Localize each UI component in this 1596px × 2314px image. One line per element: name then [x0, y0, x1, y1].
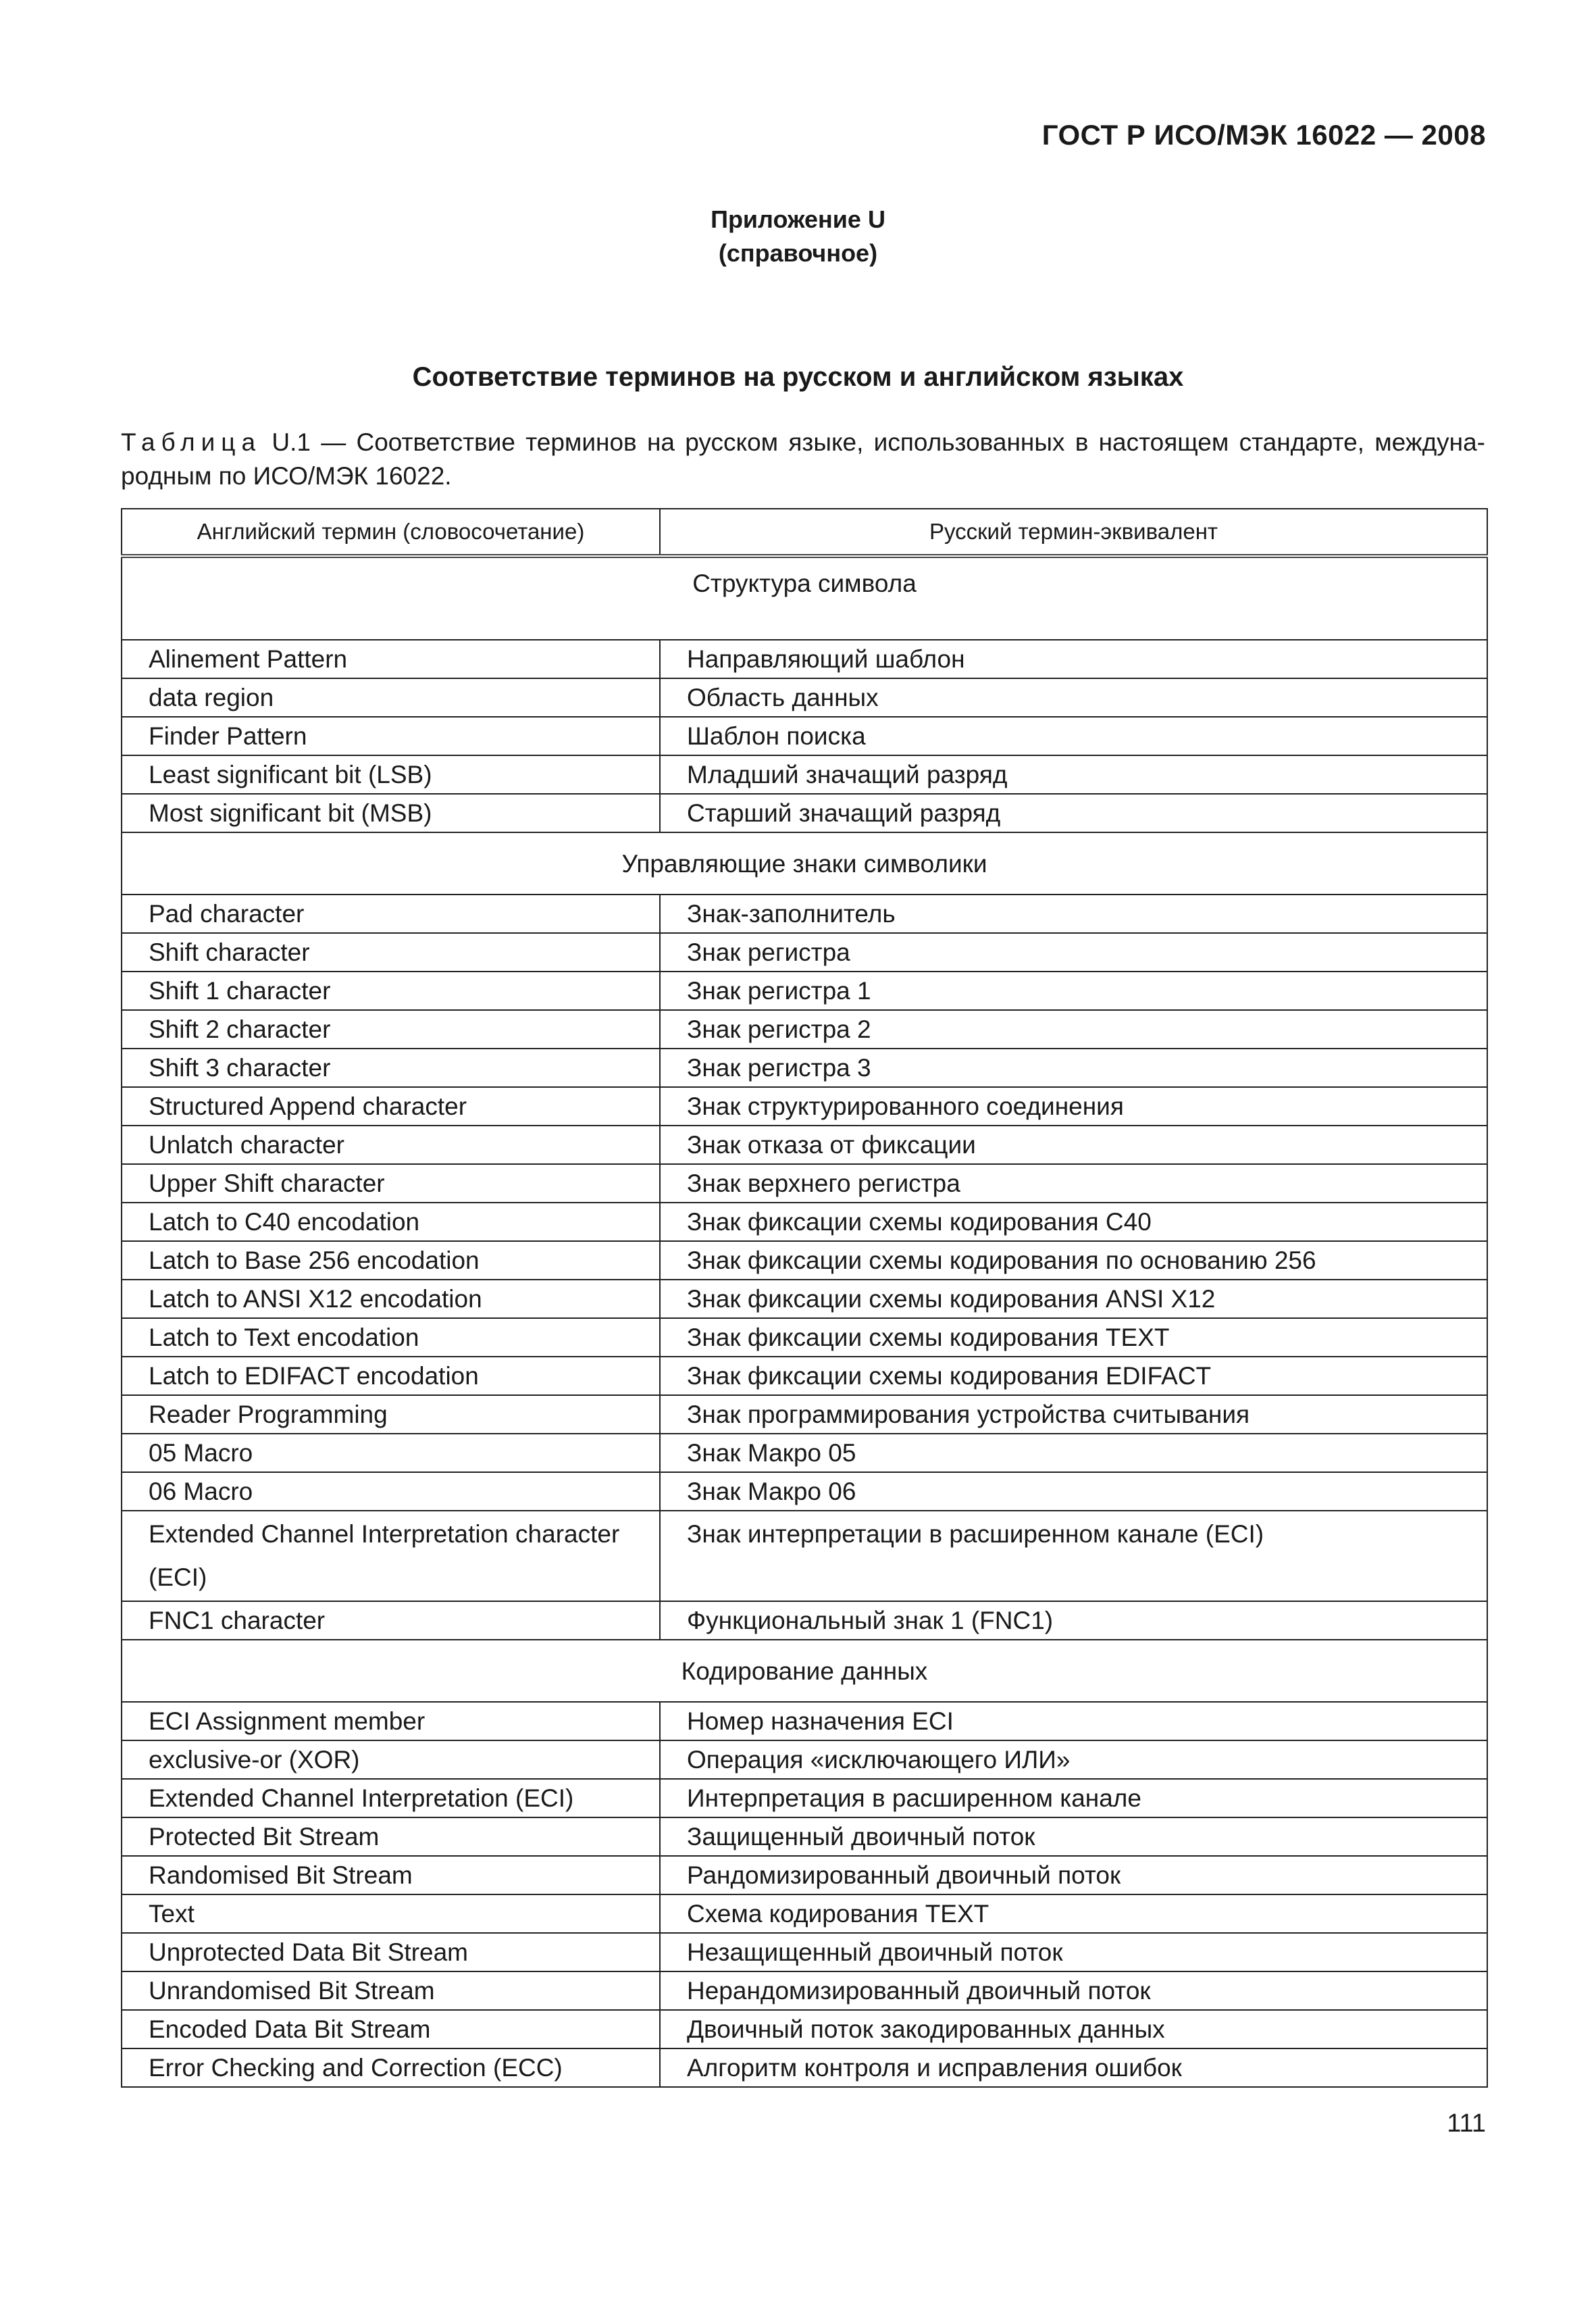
table-row — [122, 1049, 1487, 1087]
english-term: Latch to Base 256 encodation — [122, 1241, 660, 1280]
russian-term: Знак регистра — [660, 933, 1487, 972]
russian-term: Знак Макро 05 — [660, 1434, 1487, 1472]
english-term: Pad character — [122, 895, 660, 933]
russian-term: Знак фиксации схемы кодирования TEXT — [660, 1318, 1487, 1357]
english-term: Latch to EDIFACT encodation — [122, 1357, 660, 1395]
russian-term: Интерпретация в расширенном канале — [660, 1779, 1487, 1817]
english-term: 05 Macro — [122, 1434, 660, 1472]
russian-term: Знак программирования устройства считывания — [660, 1395, 1487, 1434]
section-row — [122, 1640, 1487, 1702]
section-heading: Управляющие знаки символики — [122, 832, 1487, 895]
english-term: Randomised Bit Stream — [122, 1856, 660, 1894]
caption-text: U.1 — Соответствие терминов на русском языке, использованных в настоящем стандарте, междуна-родным по ИСО/МЭК 16022. — [121, 428, 1485, 490]
russian-term: Знак структурированного соединения — [660, 1087, 1487, 1126]
english-term: Least significant bit (LSB) — [122, 755, 660, 794]
table-row — [122, 1164, 1487, 1203]
table-row — [122, 1856, 1487, 1894]
table-row — [122, 1126, 1487, 1164]
english-term: ECI Assignment member — [122, 1702, 660, 1740]
section-heading: Структура символа — [122, 556, 1487, 640]
english-term: Alinement Pattern — [122, 640, 660, 678]
russian-term: Защищенный двоичный поток — [660, 1817, 1487, 1856]
russian-term: Знак Макро 06 — [660, 1472, 1487, 1511]
table-row — [122, 755, 1487, 794]
russian-term: Операция «исключающего ИЛИ» — [660, 1740, 1487, 1779]
table-row — [122, 1395, 1487, 1434]
table-row — [122, 1203, 1487, 1241]
english-term: Latch to Text encodation — [122, 1318, 660, 1357]
table-row — [122, 1357, 1487, 1395]
english-term: Unrandomised Bit Stream — [122, 1971, 660, 2010]
annex-type: (справочное) — [718, 239, 878, 267]
english-term: Unprotected Data Bit Stream — [122, 1933, 660, 1971]
english-term: Shift 1 character — [122, 972, 660, 1010]
russian-term: Алгоритм контроля и исправления ошибок — [660, 2048, 1487, 2087]
table-caption — [121, 426, 1485, 493]
table-body — [122, 556, 1487, 2087]
table-row — [122, 1511, 1487, 1601]
russian-term: Знак отказа от фиксации — [660, 1126, 1487, 1164]
russian-term: Знак фиксации схемы кодирования C40 — [660, 1203, 1487, 1241]
table-row — [122, 717, 1487, 755]
table-row — [122, 1779, 1487, 1817]
english-term: Shift 3 character — [122, 1049, 660, 1087]
russian-term: Знак интерпретации в расширенном канале (ECI) — [660, 1511, 1487, 1601]
english-term: Protected Bit Stream — [122, 1817, 660, 1856]
english-term: Text — [122, 1894, 660, 1933]
table-row — [122, 794, 1487, 832]
english-term: Encoded Data Bit Stream — [122, 2010, 660, 2048]
russian-term: Знак-заполнитель — [660, 895, 1487, 933]
english-term: Finder Pattern — [122, 717, 660, 755]
russian-term: Знак регистра 1 — [660, 972, 1487, 1010]
table-row — [122, 1318, 1487, 1357]
russian-term: Незащищенный двоичный поток — [660, 1933, 1487, 1971]
english-term: Extended Channel Interpretation character (ECI) — [122, 1511, 660, 1601]
english-term: exclusive-or (XOR) — [122, 1740, 660, 1779]
table-row — [122, 640, 1487, 678]
table-row — [122, 2048, 1487, 2087]
section-title: Соответствие терминов на русском и английском языках — [412, 362, 1184, 392]
russian-term: Младший значащий разряд — [660, 755, 1487, 794]
russian-term: Знак регистра 3 — [660, 1049, 1487, 1087]
table-row — [122, 1817, 1487, 1856]
english-term: 06 Macro — [122, 1472, 660, 1511]
russian-term: Старший значащий разряд — [660, 794, 1487, 832]
column-header-russian: Русский термин-эквивалент — [660, 509, 1487, 556]
table-row — [122, 1472, 1487, 1511]
table-row — [122, 1087, 1487, 1126]
english-term: Latch to ANSI X12 encodation — [122, 1280, 660, 1318]
english-term: Unlatch character — [122, 1126, 660, 1164]
annex-heading — [0, 203, 1596, 270]
english-term: Most significant bit (MSB) — [122, 794, 660, 832]
table-row — [122, 1434, 1487, 1472]
table-row — [122, 1601, 1487, 1640]
english-term: Error Checking and Correction (ECC) — [122, 2048, 660, 2087]
table-row — [122, 1740, 1487, 1779]
table-row — [122, 1010, 1487, 1049]
section-row — [122, 556, 1487, 640]
russian-term: Рандомизированный двоичный поток — [660, 1856, 1487, 1894]
table-row — [122, 933, 1487, 972]
russian-term: Шаблон поиска — [660, 717, 1487, 755]
annex-title: Приложение U — [711, 205, 885, 233]
table-row — [122, 1280, 1487, 1318]
column-header-english: Английский термин (словосочетание) — [122, 509, 660, 556]
table-row — [122, 1702, 1487, 1740]
table-row — [122, 972, 1487, 1010]
english-term: FNC1 character — [122, 1601, 660, 1640]
english-term: Upper Shift character — [122, 1164, 660, 1203]
english-term: Structured Append character — [122, 1087, 660, 1126]
table-row — [122, 678, 1487, 717]
russian-term: Направляющий шаблон — [660, 640, 1487, 678]
russian-term: Двоичный поток закодированных данных — [660, 2010, 1487, 2048]
page-number: 111 — [1447, 2109, 1486, 2138]
russian-term: Функциональный знак 1 (FNC1) — [660, 1601, 1487, 1640]
table-row — [122, 1894, 1487, 1933]
russian-term: Номер назначения ECI — [660, 1702, 1487, 1740]
russian-term: Область данных — [660, 678, 1487, 717]
russian-term: Схема кодирования TEXT — [660, 1894, 1487, 1933]
english-term: Extended Channel Interpretation (ECI) — [122, 1779, 660, 1817]
english-term: Shift 2 character — [122, 1010, 660, 1049]
table-row — [122, 1933, 1487, 1971]
section-row — [122, 832, 1487, 895]
table-row — [122, 1241, 1487, 1280]
russian-term: Знак фиксации схемы кодирования по основанию 256 — [660, 1241, 1487, 1280]
terms-table — [121, 508, 1488, 2088]
table-row — [122, 2010, 1487, 2048]
english-term: Shift character — [122, 933, 660, 972]
russian-term: Знак регистра 2 — [660, 1010, 1487, 1049]
english-term: Reader Programming — [122, 1395, 660, 1434]
russian-term: Знак фиксации схемы кодирования EDIFACT — [660, 1357, 1487, 1395]
section-heading: Кодирование данных — [122, 1640, 1487, 1702]
english-term: data region — [122, 678, 660, 717]
caption-label: Таблица — [121, 428, 262, 456]
table-row — [122, 895, 1487, 933]
english-term: Latch to C40 encodation — [122, 1203, 660, 1241]
russian-term: Знак фиксации схемы кодирования ANSI X12 — [660, 1280, 1487, 1318]
table-header-row — [122, 509, 1487, 556]
russian-term: Знак верхнего регистра — [660, 1164, 1487, 1203]
terms-table-container — [121, 508, 1487, 2088]
table-row — [122, 1971, 1487, 2010]
russian-term: Нерандомизированный двоичный поток — [660, 1971, 1487, 2010]
document-header: ГОСТ Р ИСО/МЭК 16022 — 2008 — [1041, 119, 1486, 151]
